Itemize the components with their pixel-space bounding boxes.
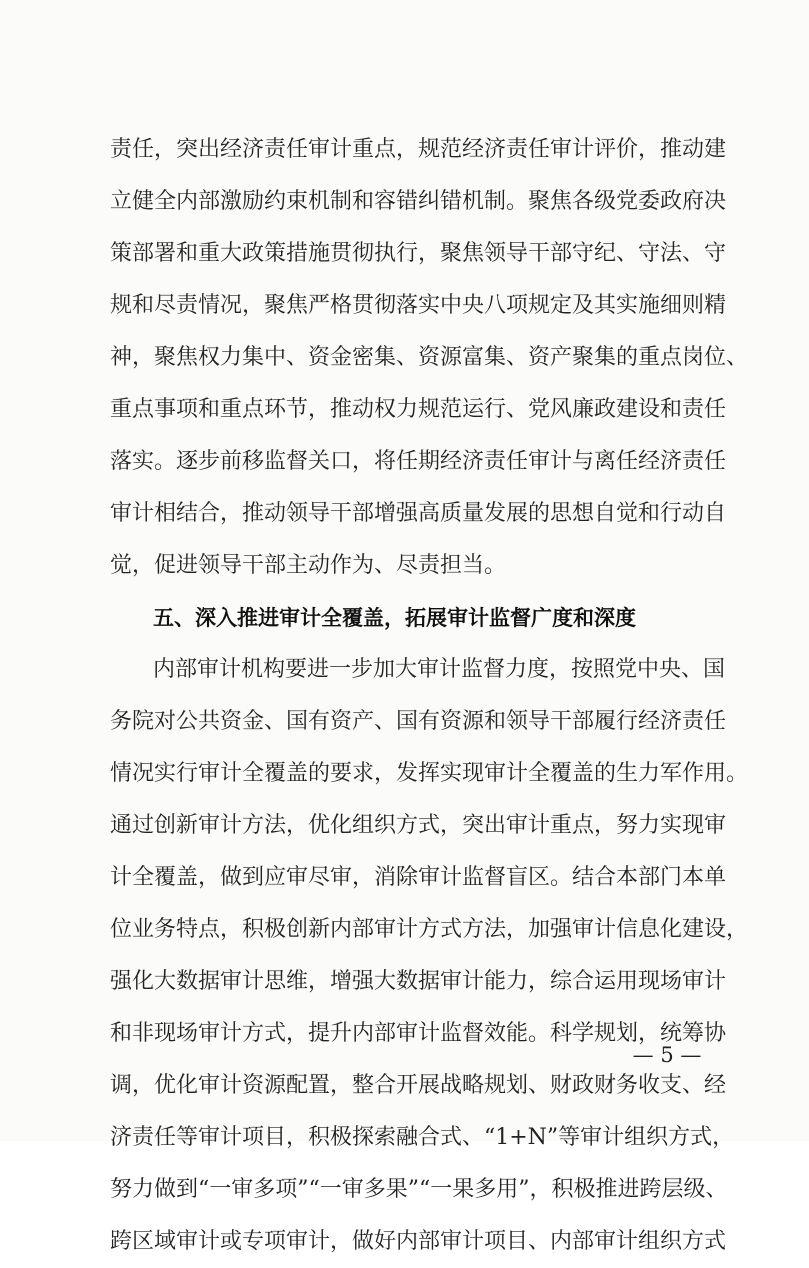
text-line: 位业务特点，积极创新内部审计方式方法，加强审计信息化建设， <box>110 917 749 942</box>
text-line: 落实。逐步前移监督关口，将任期经济责任审计与离任经济责任 <box>110 449 727 474</box>
text-line: 调，优化审计资源配置，整合开展战略规划、财政财务收支、经 <box>110 1073 727 1098</box>
section-heading: 五、深入推进审计全覆盖，拓展审计监督广度和深度 <box>153 606 636 630</box>
text-line: 跨区域审计或专项审计，做好内部审计项目、内部审计组织方式 <box>110 1229 727 1254</box>
page-number: — 5 — <box>632 1043 702 1067</box>
text-line: 计全覆盖，做到应审尽审，消除审计监督盲区。结合本部门本单 <box>110 865 727 890</box>
text-line: 觉，促进领导干部主动作为、尽责担当。 <box>110 553 507 578</box>
text-line: 神，聚焦权力集中、资金密集、资源富集、资产聚集的重点岗位、 <box>110 345 749 370</box>
text-line: 责任，突出经济责任审计重点，规范经济责任审计评价，推动建 <box>110 137 727 162</box>
document-body <box>110 124 749 1268</box>
text-line: 强化大数据审计思维，增强大数据审计能力，综合运用现场审计 <box>110 969 727 994</box>
text-line: 济责任等审计项目，积极探索融合式、“1+N”等审计组织方式， <box>110 1125 735 1150</box>
text-line: 情况实行审计全覆盖的要求，发挥实现审计全覆盖的生力军作用。 <box>110 761 749 786</box>
text-line: 规和尽责情况，聚焦严格贯彻落实中央八项规定及其实施细则精 <box>110 293 727 318</box>
text-line: 内部审计机构要进一步加大审计监督力度，按照党中央、国 <box>153 657 726 682</box>
text-line: 策部署和重大政策措施贯彻执行，聚焦领导干部守纪、守法、守 <box>110 241 727 266</box>
text-line: 重点事项和重点环节，推动权力规范运行、党风廉政建设和责任 <box>110 397 727 422</box>
text-line: 努力做到“一审多项”“一审多果”“一果多用”，积极推进跨层级、 <box>110 1177 728 1202</box>
text-line: 通过创新审计方法，优化组织方式，突出审计重点，努力实现审 <box>110 813 727 838</box>
text-line: 和非现场审计方式，提升内部审计监督效能。科学规划，统筹协 <box>110 1021 727 1046</box>
text-line: 审计相结合，推动领导干部增强高质量发展的思想自觉和行动自 <box>110 501 727 526</box>
text-line: 立健全内部激励约束机制和容错纠错机制。聚焦各级党委政府决 <box>110 189 727 214</box>
text-line: 务院对公共资金、国有资产、国有资源和领导干部履行经济责任 <box>110 709 727 734</box>
